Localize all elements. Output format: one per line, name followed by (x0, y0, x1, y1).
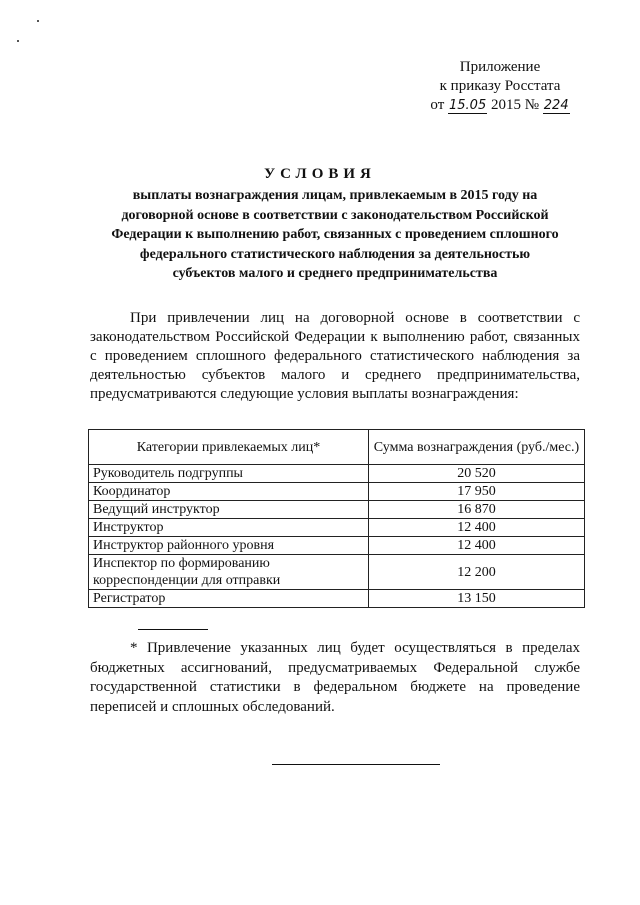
footnote-separator (138, 629, 208, 630)
table-row (89, 519, 585, 537)
amount-cell: 12 400 (369, 519, 585, 537)
subtitle-line: субъектов малого и среднего предпринимательства (172, 266, 498, 281)
table-row (89, 555, 585, 590)
order-date-line (400, 96, 600, 115)
amount-cell: 12 400 (369, 537, 585, 555)
appendix-label: Приложение (459, 59, 541, 75)
subtitle-line: федерального статистического наблюдения за деятельностью (139, 246, 531, 262)
amount-cell: 17 950 (369, 483, 585, 501)
category-cell: Регистратор (89, 590, 369, 608)
table-row (89, 501, 585, 519)
order-reference: к приказу Росстата (439, 78, 561, 94)
end-of-document-line (272, 764, 440, 765)
amount-cell: 12 200 (369, 555, 585, 590)
category-cell: Координатор (89, 483, 369, 501)
table-row (89, 590, 585, 608)
document-subtitle (80, 186, 590, 284)
intro-paragraph: При привлечении лиц на договорной основе в соответствии с законодательством Российской Федерации к выполнению работ, связанных с проведением сплошного федерального статистического наблюдения за деятельностью субъектов малого и среднего предпринимательства, предусматриваются следующие условия выплаты вознаграждения: (90, 310, 580, 402)
subtitle-line: выплаты вознаграждения лицам, привлекаемым в 2015 году на (132, 188, 538, 203)
appendix-header (400, 58, 600, 115)
table-row (89, 465, 585, 483)
category-cell: Инструктор районного уровня (89, 537, 369, 555)
date-prefix: от (430, 97, 445, 113)
payment-table (88, 429, 585, 608)
order-year: 2015 № (490, 97, 540, 113)
category-cell: Ведущий инструктор (89, 501, 369, 519)
category-cell: Инструктор (89, 519, 369, 537)
subtitle-line: Федерации к выполнению работ, связанных с проведением сплошного (111, 227, 559, 242)
document-title: УСЛОВИЯ (264, 166, 376, 182)
amount-cell: 16 870 (369, 501, 585, 519)
amount-cell: 13 150 (369, 590, 585, 608)
handwritten-order-number: 224 (543, 98, 569, 113)
amount-cell: 20 520 (369, 465, 585, 483)
category-cell: Руководитель подгруппы (89, 465, 369, 483)
table-row (89, 483, 585, 501)
header-category: Категории привлекаемых лиц* (89, 430, 369, 465)
subtitle-line: договорной основе в соответствии с законодательством Российской (121, 207, 549, 223)
footnote-text: * Привлечение указанных лиц будет осуществляться в пределах бюджетных ассигнований, предусматриваемых Федеральной службе государственной статистики в федеральном бюджете на проведение переписей и сплошных обследований. (90, 640, 580, 715)
table-row (89, 537, 585, 555)
table-header-row (89, 430, 585, 465)
handwritten-date: 15.05 (449, 98, 487, 113)
category-cell: Инспектор по формированию корреспонденции для отправки (89, 555, 369, 590)
header-amount: Сумма вознаграждения (руб./мес.) (369, 430, 585, 465)
